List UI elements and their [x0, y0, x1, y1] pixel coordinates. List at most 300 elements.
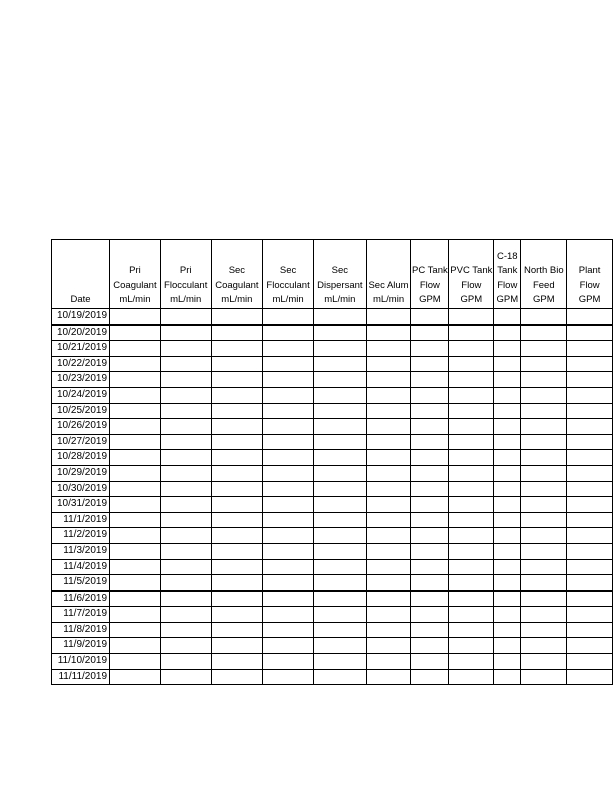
entry-cell[interactable]: [521, 403, 567, 419]
entry-cell[interactable]: [411, 622, 449, 638]
entry-cell[interactable]: [521, 622, 567, 638]
entry-cell[interactable]: [313, 638, 366, 654]
entry-cell[interactable]: [211, 387, 263, 403]
table-row: [52, 622, 613, 638]
entry-cell[interactable]: [211, 481, 263, 497]
entry-cell[interactable]: [567, 497, 613, 513]
entry-cell[interactable]: [211, 591, 263, 607]
entry-cell[interactable]: [449, 465, 494, 481]
entry-cell[interactable]: [449, 591, 494, 607]
entry-cell[interactable]: [521, 465, 567, 481]
entry-cell[interactable]: [313, 465, 366, 481]
entry-cell[interactable]: [521, 638, 567, 654]
table-body: [52, 309, 613, 685]
entry-cell[interactable]: [313, 654, 366, 670]
entry-cell[interactable]: [263, 450, 314, 466]
entry-cell[interactable]: [449, 607, 494, 623]
entry-cell[interactable]: [521, 512, 567, 528]
entry-cell[interactable]: [263, 654, 314, 670]
entry-cell[interactable]: [494, 622, 521, 638]
entry-cell[interactable]: [366, 387, 411, 403]
entry-cell[interactable]: [160, 387, 211, 403]
entry-cell[interactable]: [160, 325, 211, 341]
entry-cell[interactable]: [411, 607, 449, 623]
entry-cell[interactable]: [411, 356, 449, 372]
entry-cell[interactable]: [211, 575, 263, 591]
entry-cell[interactable]: [110, 575, 161, 591]
table-row: [52, 341, 613, 357]
entry-cell[interactable]: [411, 528, 449, 544]
entry-cell[interactable]: [110, 559, 161, 575]
date-cell: 11/8/2019: [52, 622, 110, 638]
entry-cell[interactable]: [567, 607, 613, 623]
entry-cell[interactable]: [160, 528, 211, 544]
entry-cell[interactable]: [263, 403, 314, 419]
entry-cell[interactable]: [263, 669, 314, 685]
entry-cell[interactable]: [411, 497, 449, 513]
entry-cell[interactable]: [411, 481, 449, 497]
entry-cell[interactable]: [494, 654, 521, 670]
log-sheet: [51, 239, 613, 682]
entry-cell[interactable]: [313, 543, 366, 559]
column-header-north-bio-feed: North Bio Feed GPM: [521, 240, 567, 309]
date-cell: 10/21/2019: [52, 341, 110, 357]
entry-cell[interactable]: [110, 543, 161, 559]
entry-cell[interactable]: [110, 387, 161, 403]
column-header-pri-coagulant: Pri Coagulant mL/min: [110, 240, 161, 309]
entry-cell[interactable]: [366, 575, 411, 591]
date-cell: 10/30/2019: [52, 481, 110, 497]
entry-cell[interactable]: [411, 341, 449, 357]
entry-cell[interactable]: [449, 669, 494, 685]
entry-cell[interactable]: [366, 591, 411, 607]
entry-cell[interactable]: [449, 341, 494, 357]
table-row: [52, 309, 613, 325]
entry-cell[interactable]: [110, 309, 161, 325]
entry-cell[interactable]: [567, 450, 613, 466]
entry-cell[interactable]: [521, 528, 567, 544]
entry-cell[interactable]: [110, 669, 161, 685]
entry-cell[interactable]: [160, 419, 211, 435]
entry-cell[interactable]: [263, 434, 314, 450]
entry-cell[interactable]: [494, 607, 521, 623]
entry-cell[interactable]: [494, 512, 521, 528]
entry-cell[interactable]: [411, 403, 449, 419]
entry-cell[interactable]: [494, 638, 521, 654]
entry-cell[interactable]: [449, 434, 494, 450]
entry-cell[interactable]: [521, 559, 567, 575]
entry-cell[interactable]: [521, 607, 567, 623]
entry-cell[interactable]: [567, 543, 613, 559]
entry-cell[interactable]: [521, 341, 567, 357]
entry-cell[interactable]: [366, 309, 411, 325]
entry-cell[interactable]: [366, 528, 411, 544]
entry-cell[interactable]: [494, 669, 521, 685]
entry-cell[interactable]: [160, 341, 211, 357]
entry-cell[interactable]: [411, 309, 449, 325]
entry-cell[interactable]: [263, 309, 314, 325]
entry-cell[interactable]: [160, 356, 211, 372]
entry-cell[interactable]: [567, 654, 613, 670]
entry-cell[interactable]: [263, 387, 314, 403]
entry-cell[interactable]: [494, 419, 521, 435]
entry-cell[interactable]: [567, 528, 613, 544]
entry-cell[interactable]: [160, 607, 211, 623]
entry-cell[interactable]: [110, 341, 161, 357]
entry-cell[interactable]: [211, 559, 263, 575]
entry-cell[interactable]: [449, 450, 494, 466]
entry-cell[interactable]: [313, 512, 366, 528]
entry-cell[interactable]: [449, 638, 494, 654]
entry-cell[interactable]: [449, 403, 494, 419]
entry-cell[interactable]: [366, 403, 411, 419]
entry-cell[interactable]: [211, 654, 263, 670]
date-cell: 10/28/2019: [52, 450, 110, 466]
entry-cell[interactable]: [449, 543, 494, 559]
entry-cell[interactable]: [411, 543, 449, 559]
entry-cell[interactable]: [263, 497, 314, 513]
entry-cell[interactable]: [567, 669, 613, 685]
entry-cell[interactable]: [449, 481, 494, 497]
entry-cell[interactable]: [211, 325, 263, 341]
table-row: [52, 481, 613, 497]
date-cell: 11/1/2019: [52, 512, 110, 528]
entry-cell[interactable]: [160, 512, 211, 528]
date-cell: 11/10/2019: [52, 654, 110, 670]
entry-cell[interactable]: [211, 403, 263, 419]
entry-cell[interactable]: [411, 387, 449, 403]
entry-cell[interactable]: [494, 497, 521, 513]
entry-cell[interactable]: [263, 591, 314, 607]
entry-cell[interactable]: [449, 559, 494, 575]
entry-cell[interactable]: [263, 325, 314, 341]
entry-cell[interactable]: [160, 559, 211, 575]
entry-cell[interactable]: [313, 497, 366, 513]
entry-cell[interactable]: [160, 372, 211, 388]
entry-cell[interactable]: [411, 450, 449, 466]
entry-cell[interactable]: [521, 575, 567, 591]
entry-cell[interactable]: [313, 356, 366, 372]
entry-cell[interactable]: [494, 575, 521, 591]
column-header-pvc-tank-flow: PVC Tank Flow GPM: [449, 240, 494, 309]
entry-cell[interactable]: [366, 607, 411, 623]
entry-cell[interactable]: [313, 607, 366, 623]
entry-cell[interactable]: [160, 543, 211, 559]
entry-cell[interactable]: [110, 403, 161, 419]
entry-cell[interactable]: [366, 372, 411, 388]
table-row: [52, 465, 613, 481]
table-row: [52, 403, 613, 419]
entry-cell[interactable]: [521, 669, 567, 685]
entry-cell[interactable]: [110, 591, 161, 607]
entry-cell[interactable]: [110, 607, 161, 623]
entry-cell[interactable]: [263, 528, 314, 544]
entry-cell[interactable]: [313, 559, 366, 575]
entry-cell[interactable]: [313, 341, 366, 357]
entry-cell[interactable]: [494, 372, 521, 388]
entry-cell[interactable]: [313, 575, 366, 591]
table-row: [52, 497, 613, 513]
date-cell: 10/19/2019: [52, 309, 110, 325]
entry-cell[interactable]: [366, 434, 411, 450]
entry-cell[interactable]: [521, 325, 567, 341]
entry-cell[interactable]: [521, 419, 567, 435]
entry-cell[interactable]: [313, 481, 366, 497]
entry-cell[interactable]: [211, 341, 263, 357]
entry-cell[interactable]: [494, 559, 521, 575]
entry-cell[interactable]: [494, 543, 521, 559]
entry-cell[interactable]: [411, 419, 449, 435]
entry-cell[interactable]: [211, 607, 263, 623]
entry-cell[interactable]: [567, 325, 613, 341]
entry-cell[interactable]: [313, 387, 366, 403]
entry-cell[interactable]: [411, 638, 449, 654]
entry-cell[interactable]: [211, 638, 263, 654]
entry-cell[interactable]: [521, 434, 567, 450]
entry-cell[interactable]: [567, 309, 613, 325]
entry-cell[interactable]: [567, 559, 613, 575]
entry-cell[interactable]: [567, 341, 613, 357]
entry-cell[interactable]: [160, 638, 211, 654]
entry-cell[interactable]: [110, 419, 161, 435]
entry-cell[interactable]: [211, 669, 263, 685]
table-row: [52, 638, 613, 654]
entry-cell[interactable]: [567, 638, 613, 654]
entry-cell[interactable]: [110, 325, 161, 341]
entry-cell[interactable]: [160, 654, 211, 670]
entry-cell[interactable]: [449, 575, 494, 591]
table-row: [52, 450, 613, 466]
entry-cell[interactable]: [567, 465, 613, 481]
entry-cell[interactable]: [521, 497, 567, 513]
entry-cell[interactable]: [313, 669, 366, 685]
header-row: [52, 240, 613, 309]
entry-cell[interactable]: [521, 591, 567, 607]
entry-cell[interactable]: [366, 543, 411, 559]
entry-cell[interactable]: [494, 528, 521, 544]
entry-cell[interactable]: [567, 419, 613, 435]
entry-cell[interactable]: [366, 341, 411, 357]
entry-cell[interactable]: [313, 372, 366, 388]
entry-cell[interactable]: [263, 607, 314, 623]
entry-cell[interactable]: [313, 622, 366, 638]
entry-cell[interactable]: [567, 434, 613, 450]
entry-cell[interactable]: [211, 543, 263, 559]
entry-cell[interactable]: [313, 403, 366, 419]
entry-cell[interactable]: [567, 372, 613, 388]
entry-cell[interactable]: [449, 387, 494, 403]
entry-cell[interactable]: [366, 559, 411, 575]
entry-cell[interactable]: [494, 356, 521, 372]
entry-cell[interactable]: [160, 434, 211, 450]
column-header-sec-coagulant: Sec Coagulant mL/min: [211, 240, 263, 309]
entry-cell[interactable]: [110, 622, 161, 638]
entry-cell[interactable]: [366, 356, 411, 372]
entry-cell[interactable]: [366, 638, 411, 654]
entry-cell[interactable]: [366, 669, 411, 685]
column-header-sec-flocculant: Sec Flocculant mL/min: [263, 240, 314, 309]
entry-cell[interactable]: [411, 325, 449, 341]
entry-cell[interactable]: [160, 591, 211, 607]
entry-cell[interactable]: [449, 419, 494, 435]
entry-cell[interactable]: [449, 528, 494, 544]
entry-cell[interactable]: [263, 543, 314, 559]
entry-cell[interactable]: [449, 512, 494, 528]
entry-cell[interactable]: [494, 387, 521, 403]
entry-cell[interactable]: [160, 497, 211, 513]
entry-cell[interactable]: [110, 497, 161, 513]
entry-cell[interactable]: [411, 591, 449, 607]
entry-cell[interactable]: [160, 622, 211, 638]
date-cell: 11/5/2019: [52, 575, 110, 591]
date-cell: 11/4/2019: [52, 559, 110, 575]
entry-cell[interactable]: [567, 512, 613, 528]
entry-cell[interactable]: [567, 356, 613, 372]
entry-cell[interactable]: [567, 622, 613, 638]
entry-cell[interactable]: [567, 387, 613, 403]
entry-cell[interactable]: [366, 497, 411, 513]
entry-cell[interactable]: [211, 450, 263, 466]
entry-cell[interactable]: [313, 434, 366, 450]
entry-cell[interactable]: [521, 481, 567, 497]
entry-cell[interactable]: [449, 622, 494, 638]
column-header-pc-tank-flow: PC Tank Flow GPM: [411, 240, 449, 309]
entry-cell[interactable]: [263, 372, 314, 388]
entry-cell[interactable]: [411, 654, 449, 670]
entry-cell[interactable]: [521, 450, 567, 466]
entry-cell[interactable]: [366, 481, 411, 497]
entry-cell[interactable]: [521, 356, 567, 372]
entry-cell[interactable]: [449, 325, 494, 341]
entry-cell[interactable]: [110, 372, 161, 388]
entry-cell[interactable]: [411, 669, 449, 685]
entry-cell[interactable]: [449, 356, 494, 372]
entry-cell[interactable]: [366, 654, 411, 670]
entry-cell[interactable]: [494, 403, 521, 419]
entry-cell[interactable]: [160, 481, 211, 497]
entry-cell[interactable]: [211, 356, 263, 372]
entry-cell[interactable]: [211, 622, 263, 638]
entry-cell[interactable]: [494, 325, 521, 341]
entry-cell[interactable]: [411, 465, 449, 481]
entry-cell[interactable]: [366, 419, 411, 435]
entry-cell[interactable]: [110, 434, 161, 450]
entry-cell[interactable]: [494, 309, 521, 325]
entry-cell[interactable]: [160, 403, 211, 419]
entry-cell[interactable]: [160, 309, 211, 325]
entry-cell[interactable]: [263, 622, 314, 638]
entry-cell[interactable]: [110, 512, 161, 528]
entry-cell[interactable]: [521, 372, 567, 388]
table-row: [52, 575, 613, 591]
date-cell: 10/26/2019: [52, 419, 110, 435]
date-cell: 11/7/2019: [52, 607, 110, 623]
entry-cell[interactable]: [263, 481, 314, 497]
entry-cell[interactable]: [263, 341, 314, 357]
entry-cell[interactable]: [494, 341, 521, 357]
entry-cell[interactable]: [567, 591, 613, 607]
entry-cell[interactable]: [160, 669, 211, 685]
entry-cell[interactable]: [313, 528, 366, 544]
entry-cell[interactable]: [211, 419, 263, 435]
entry-cell[interactable]: [211, 309, 263, 325]
entry-cell[interactable]: [263, 465, 314, 481]
entry-cell[interactable]: [494, 465, 521, 481]
entry-cell[interactable]: [366, 622, 411, 638]
column-header-sec-dispersant: Sec Dispersant mL/min: [313, 240, 366, 309]
entry-cell[interactable]: [263, 419, 314, 435]
entry-cell[interactable]: [263, 575, 314, 591]
entry-cell[interactable]: [263, 512, 314, 528]
entry-cell[interactable]: [411, 372, 449, 388]
entry-cell[interactable]: [313, 419, 366, 435]
entry-cell[interactable]: [313, 309, 366, 325]
entry-cell[interactable]: [211, 512, 263, 528]
entry-cell[interactable]: [110, 481, 161, 497]
entry-cell[interactable]: [211, 497, 263, 513]
entry-cell[interactable]: [110, 654, 161, 670]
entry-cell[interactable]: [411, 434, 449, 450]
table-row: [52, 434, 613, 450]
entry-cell[interactable]: [567, 575, 613, 591]
entry-cell[interactable]: [411, 575, 449, 591]
entry-cell[interactable]: [449, 309, 494, 325]
entry-cell[interactable]: [211, 372, 263, 388]
date-cell: 10/27/2019: [52, 434, 110, 450]
entry-cell[interactable]: [494, 434, 521, 450]
entry-cell[interactable]: [263, 638, 314, 654]
entry-cell[interactable]: [366, 325, 411, 341]
entry-cell[interactable]: [110, 528, 161, 544]
entry-cell[interactable]: [366, 512, 411, 528]
entry-cell[interactable]: [160, 450, 211, 466]
entry-cell[interactable]: [494, 481, 521, 497]
entry-cell[interactable]: [494, 591, 521, 607]
entry-cell[interactable]: [521, 654, 567, 670]
entry-cell[interactable]: [110, 465, 161, 481]
entry-cell[interactable]: [211, 528, 263, 544]
entry-cell[interactable]: [263, 559, 314, 575]
entry-cell[interactable]: [313, 450, 366, 466]
entry-cell[interactable]: [521, 309, 567, 325]
entry-cell[interactable]: [313, 591, 366, 607]
table-row: [52, 528, 613, 544]
entry-cell[interactable]: [494, 450, 521, 466]
entry-cell[interactable]: [449, 654, 494, 670]
entry-cell[interactable]: [366, 450, 411, 466]
entry-cell[interactable]: [211, 434, 263, 450]
entry-cell[interactable]: [521, 387, 567, 403]
entry-cell[interactable]: [366, 465, 411, 481]
entry-cell[interactable]: [110, 638, 161, 654]
entry-cell[interactable]: [521, 543, 567, 559]
entry-cell[interactable]: [110, 450, 161, 466]
entry-cell[interactable]: [211, 465, 263, 481]
table-row: [52, 607, 613, 623]
table-row: [52, 419, 613, 435]
entry-cell[interactable]: [160, 575, 211, 591]
entry-cell[interactable]: [411, 559, 449, 575]
entry-cell[interactable]: [313, 325, 366, 341]
entry-cell[interactable]: [411, 512, 449, 528]
entry-cell[interactable]: [567, 481, 613, 497]
entry-cell[interactable]: [110, 356, 161, 372]
entry-cell[interactable]: [449, 372, 494, 388]
entry-cell[interactable]: [449, 497, 494, 513]
entry-cell[interactable]: [160, 465, 211, 481]
entry-cell[interactable]: [263, 356, 314, 372]
entry-cell[interactable]: [567, 403, 613, 419]
